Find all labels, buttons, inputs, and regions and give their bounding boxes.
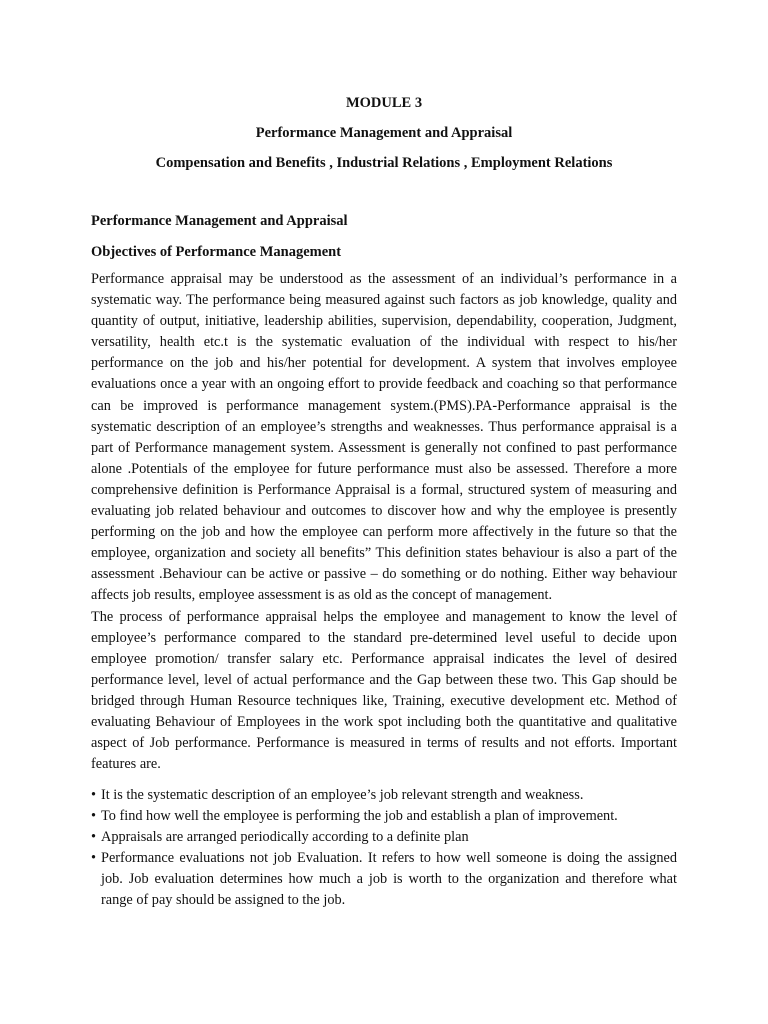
list-item-text: Performance evaluations not job Evaluation. It refers to how well someone is doing the assigned job. Job evaluation determines how much a job is worth to the organization and therefore what range of pay should be assigned to the job. xyxy=(101,850,677,909)
list-item-text: Appraisals are arranged periodically according to a definite plan xyxy=(101,829,469,846)
list-item xyxy=(91,827,677,848)
paragraph-2: The process of performance appraisal helps the employee and management to know the level of employee’s performance compared to the standard pre-determined level useful to decide upon employee promotion/ transfer salary etc. Performance appraisal indicates the level of desired performance level, level of actual performance and the Gap between these two. This Gap should be bridged through Human Resource techniques like, Training, executive development etc. Method of evaluating Behaviour of Employees in the work spot including both the quantitative and qualitative aspect of Job performance. Performance is measured in terms of results and not efforts. Important features are. xyxy=(91,608,677,773)
subsection-heading: Objectives of Performance Management xyxy=(91,244,342,260)
section-heading: Performance Management and Appraisal xyxy=(91,213,348,229)
bullet-icon: • xyxy=(91,808,97,825)
paragraph-1: Performance appraisal may be understood as the assessment of an individual’s performance in a systematic way. The performance being measured against such factors as job knowledge, quality and quantity of output, initiative, leadership abilities, supervision, dependability, cooperation, Judgment, versatility, health etc.t is the systematic evaluation of the individual with respect to his/her performance on the job and his/her potential for development. A system that involves employee evaluations once a year with an ongoing effort to provide feedback and coaching so that performance can be improved is performance management system.(PMS).PA-Performance appraisal is the systematic description of an employee’s strengths and weaknesses. Thus performance appraisal is a part of Performance management system. Assessment is generally not confined to past performance alone .Potentials of the employee for future performance must also be assessed. Therefore a more comprehensive definition is Performance Appraisal is a formal, structured system of measuring and evaluating job related behaviour and outcomes to discover how and why the employee is presently performing on the job and how the employee can perform more affectively in the future so that the employee, organization and society all benefits” This definition states behaviour is also a part of the assessment .Behaviour can be active or passive – do something or do nothing. Either way behaviour affects job results, employee assessment is as old as the concept of management. xyxy=(91,271,677,604)
list-item-text: It is the systematic description of an employee’s job relevant strength and weakness. xyxy=(101,787,584,803)
bullet-icon: • xyxy=(91,787,97,803)
list-item xyxy=(91,806,677,827)
list-item xyxy=(91,785,677,806)
features-list xyxy=(91,785,677,912)
list-item xyxy=(91,848,677,911)
module-title: MODULE 3 xyxy=(345,95,423,111)
topics-line: Compensation and Benefits , Industrial Relations , Employment Relations xyxy=(155,155,613,171)
body-text xyxy=(91,269,677,775)
bullet-icon: • xyxy=(91,850,97,867)
document-subtitle: Performance Management and Appraisal xyxy=(255,125,513,141)
list-item-text: To find how well the employee is performing the job and establish a plan of improvement. xyxy=(101,808,618,825)
bullet-icon: • xyxy=(91,829,97,846)
